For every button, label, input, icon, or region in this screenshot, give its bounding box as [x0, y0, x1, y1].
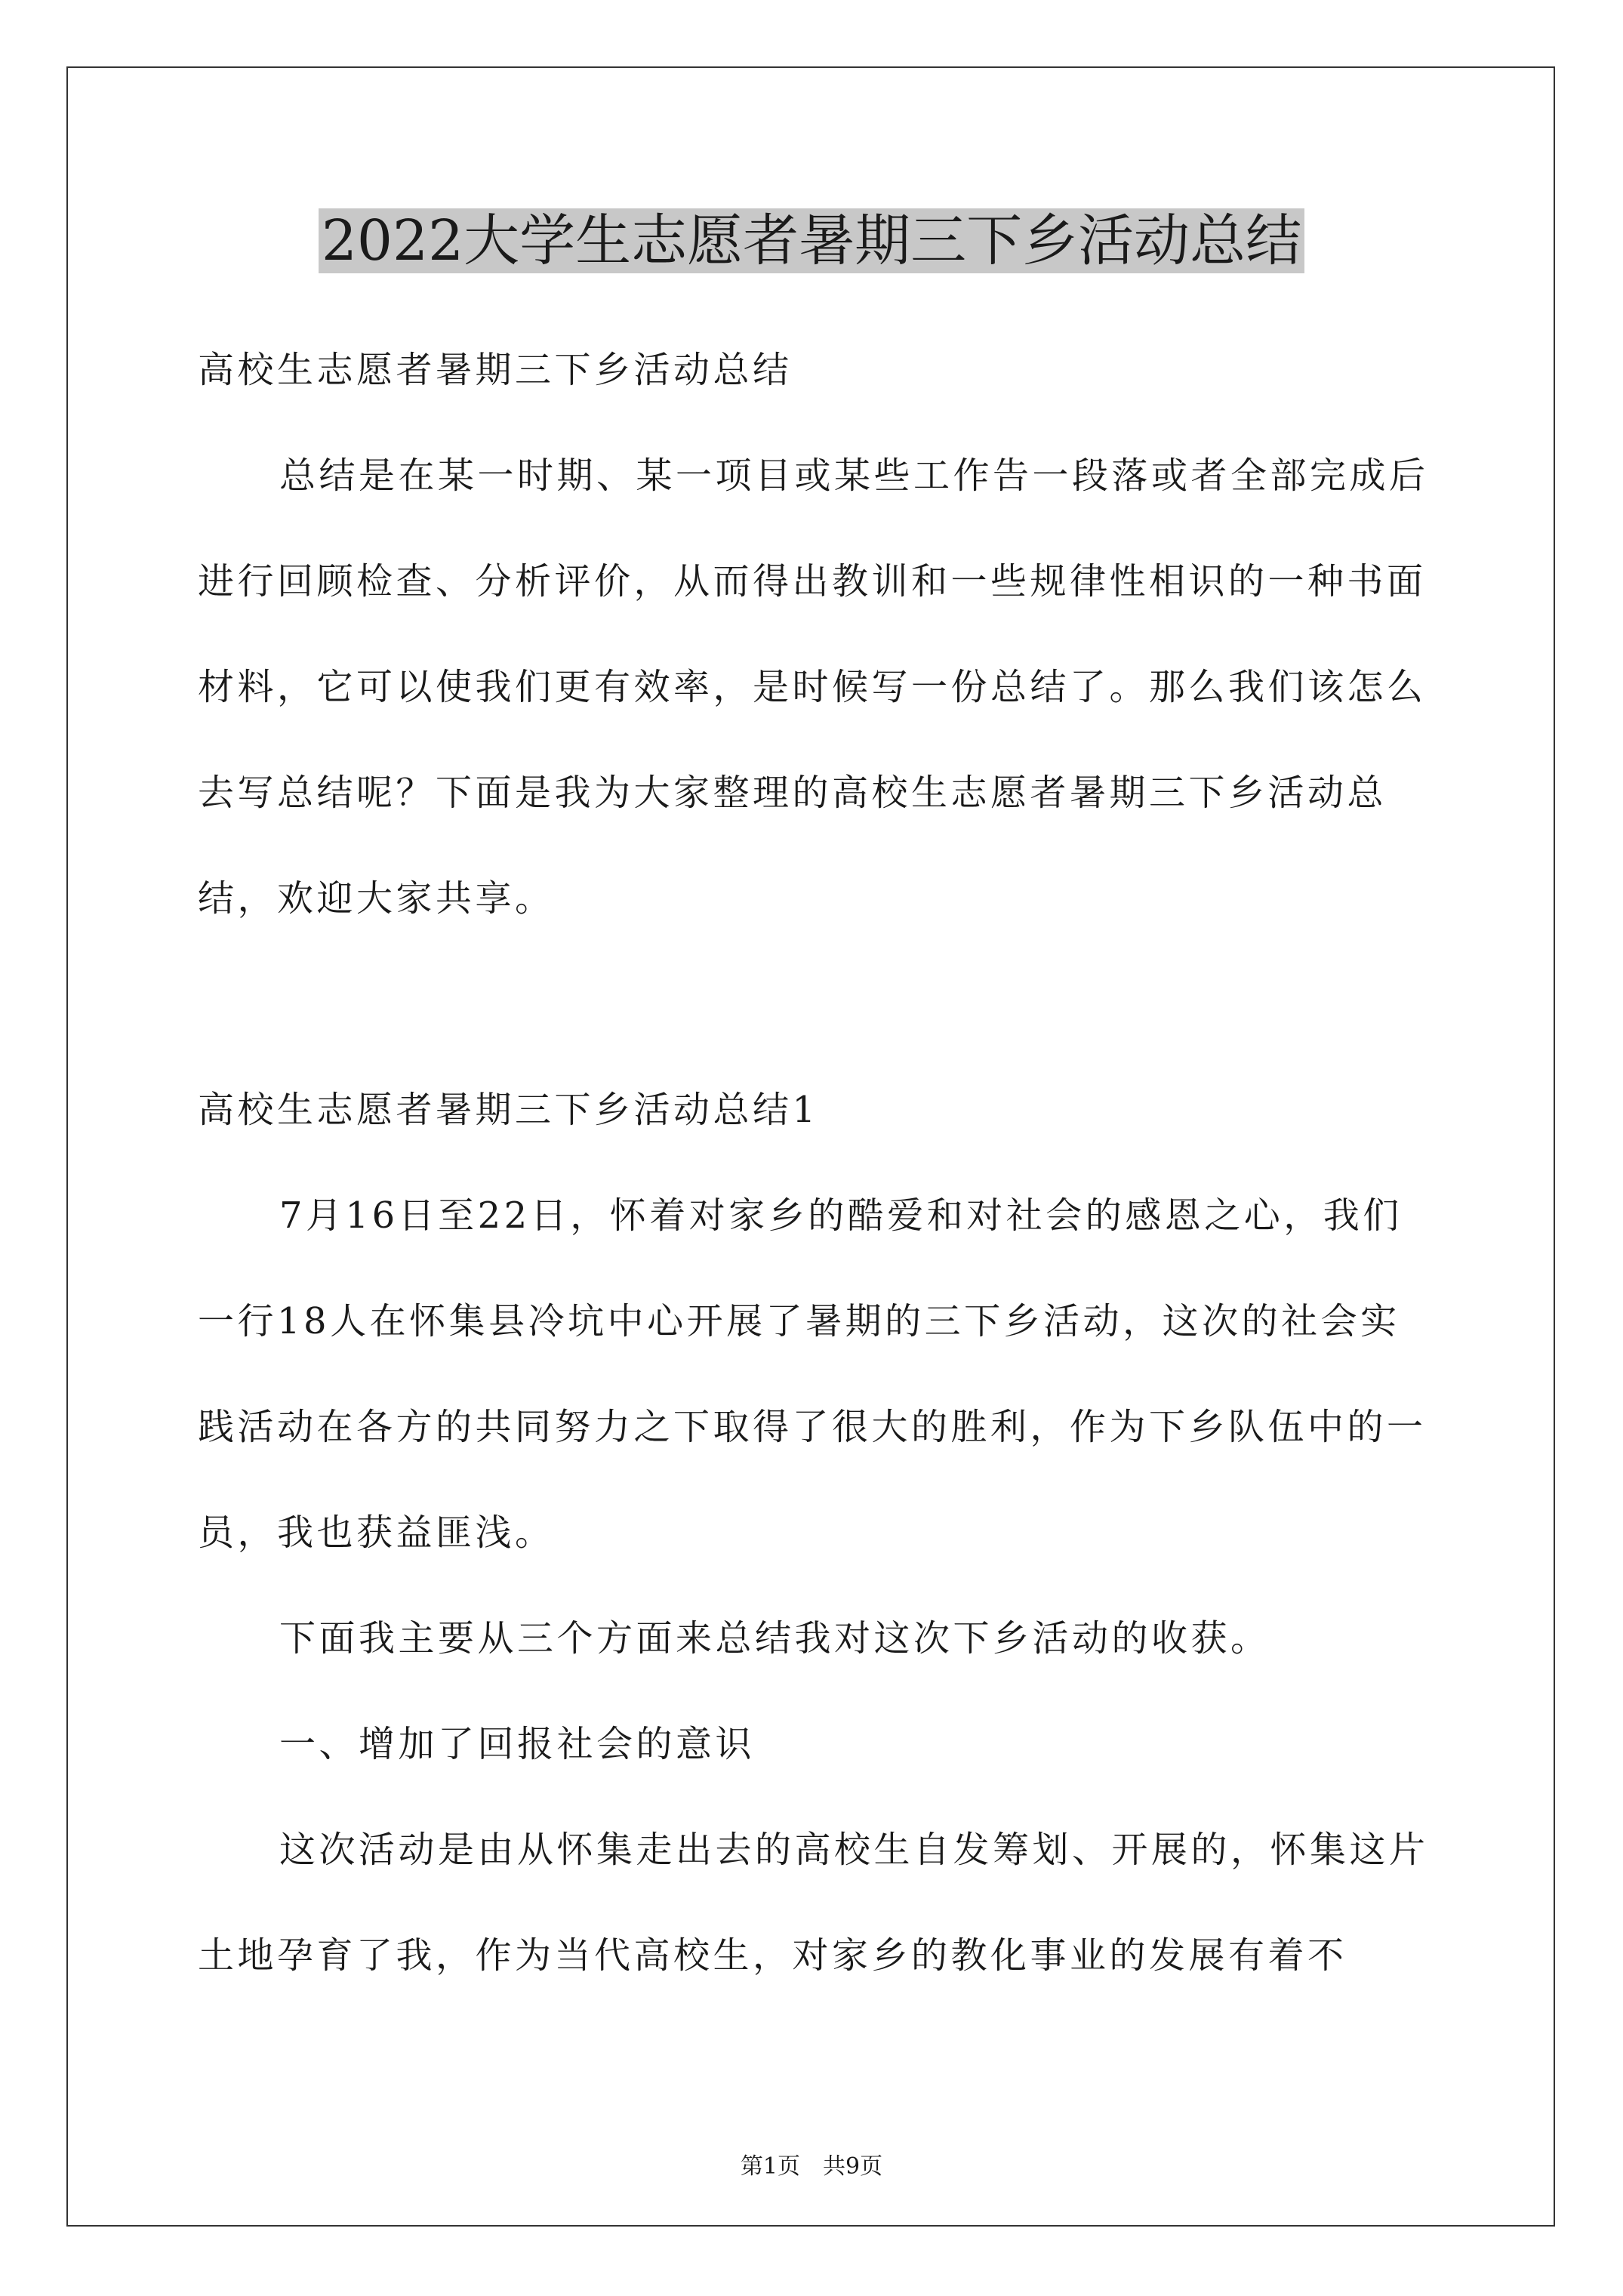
document-title: 2022大学生志愿者暑期三下乡活动总结 [0, 199, 1623, 282]
section-point: 一、增加了回报社会的意识 [279, 1723, 756, 1765]
intro-paragraph: 总结是在某一时期、某一项目或某些工作告一段落或者全部完成后进行回顾检查、分析评价，从而得出教训和一些规律性相识的一种书面材料，它可以使我们更有效率，是时候写一份总结了。那么我们该怎么去写总结呢？下面是我为大家整理的高校生志愿者暑期三下乡活动总结，欢迎大家共享。 [198, 455, 1429, 920]
body-paragraph: 下面我主要从三个方面来总结我对这次下乡活动的收获。 [279, 1617, 1270, 1660]
body-paragraph: 7月16日至22日，怀着对家乡的酷爱和对社会的感恩之心，我们一行18人在怀集县冷坑中心开展了暑期的三下乡活动，这次的社会实践活动在各方的共同努力之下取得了很大的胜利，作为下乡队伍中的一员，我也获益匪浅。 [198, 1194, 1427, 1554]
document-body [198, 317, 1436, 2008]
section-heading: 高校生志愿者暑期三下乡活动总结1 [198, 1089, 819, 1131]
page-number: 第1页 共9页 [740, 2153, 883, 2180]
body-paragraph: 这次活动是由从怀集走出去的高校生自发筹划、开展的，怀集这片土地孕育了我，作为当代高校生，对家乡的教化事业的发展有着不 [198, 1829, 1429, 1977]
document-subtitle: 高校生志愿者暑期三下乡活动总结 [198, 349, 793, 391]
blank-line [198, 951, 1436, 1057]
